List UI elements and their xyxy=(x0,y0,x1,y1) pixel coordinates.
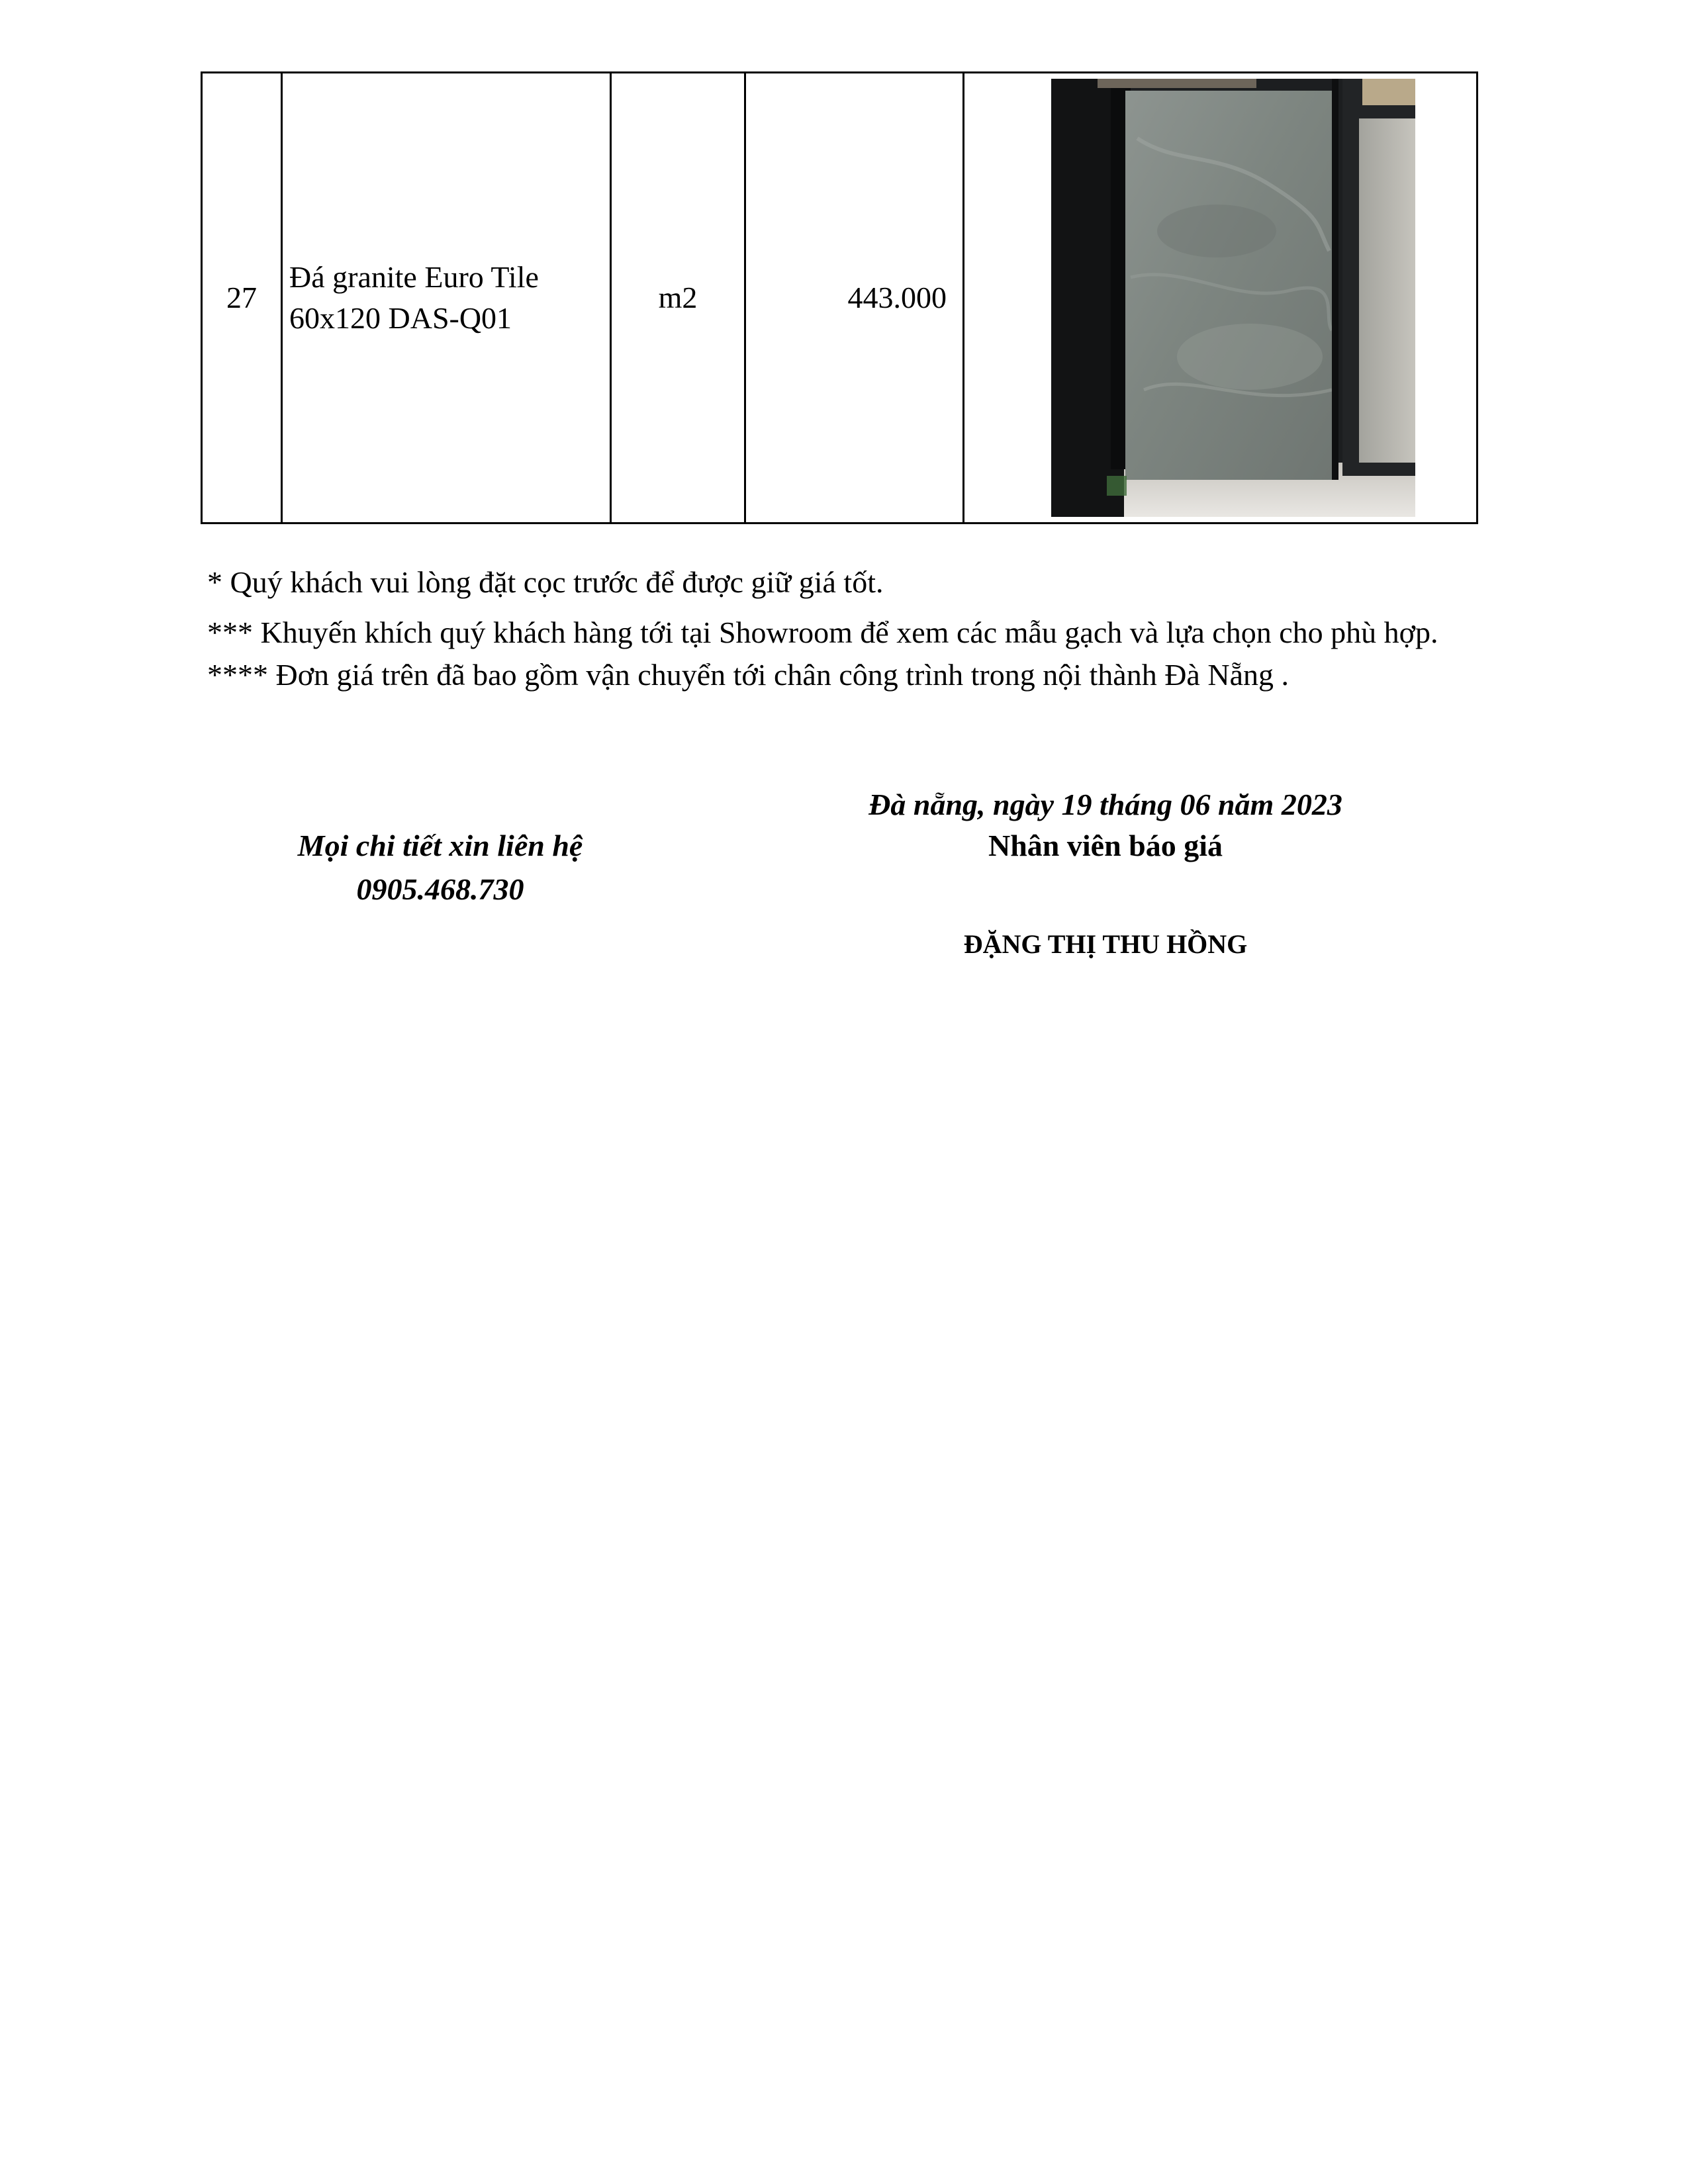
product-price: 443.000 xyxy=(745,73,964,523)
product-name xyxy=(282,73,611,523)
product-unit: m2 xyxy=(611,73,745,523)
contact-phone: 0905.468.730 xyxy=(356,872,524,906)
note-showroom: *** Khuyến khích quý khách hàng tới tại Showroom để xem các mẫu gạch và lựa chọn cho phù hợp. xyxy=(207,615,1438,649)
product-name-line1: Đá granite Euro Tile xyxy=(289,260,539,294)
product-name-line2: 60x120 DAS-Q01 xyxy=(289,301,512,335)
tile-photo xyxy=(1051,79,1415,517)
signature-block xyxy=(794,784,1417,962)
note-delivery: **** Đơn giá trên đã bao gồm vận chuyển tới chân công trình trong nội thành Đà Nẵng . xyxy=(207,658,1289,692)
notes xyxy=(207,561,1465,696)
contact-label: Mọi chi tiết xin liên hệ xyxy=(297,829,583,862)
row-number: 27 xyxy=(202,73,282,523)
product-image-cell xyxy=(964,73,1477,523)
table-row xyxy=(202,73,1477,523)
quote-table xyxy=(201,71,1478,524)
signature-date: Đà nẵng, ngày 19 tháng 06 năm 2023 xyxy=(868,788,1342,821)
note-deposit: * Quý khách vui lòng đặt cọc trước để được giữ giá tốt. xyxy=(207,565,884,599)
signature-name: ĐẶNG THỊ THU HỒNG xyxy=(963,929,1248,959)
signature-role: Nhân viên báo giá xyxy=(988,829,1223,862)
contact-block xyxy=(252,824,629,911)
